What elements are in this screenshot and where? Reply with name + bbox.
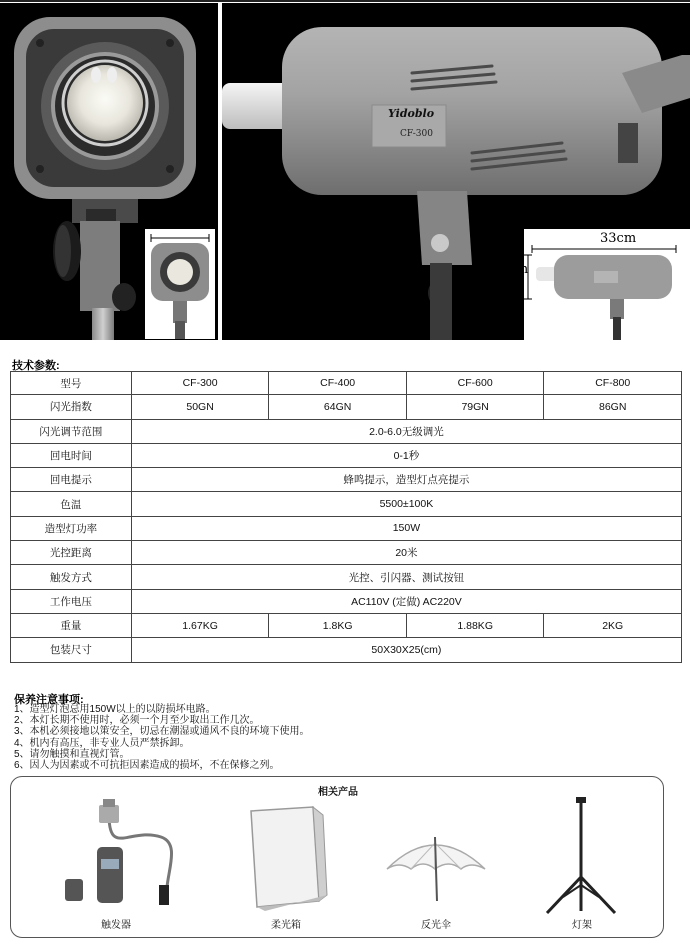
notes-title: 保养注意事项: <box>14 694 84 706</box>
related-product-softbox[interactable] <box>221 797 351 935</box>
trigger-icon <box>51 797 181 915</box>
spec-title: 技术参数: <box>12 360 60 372</box>
model-header: CF-600 <box>407 371 545 395</box>
product-label: 触发器 <box>101 920 131 931</box>
table-cell: 150W <box>132 517 682 541</box>
product-label: 灯架 <box>572 920 592 931</box>
row-label: 工作电压 <box>11 590 132 614</box>
table-cell: 1.8KG <box>269 614 407 638</box>
table-cell: 2KG <box>544 614 682 638</box>
table-row <box>10 420 682 444</box>
row-label: 包装尺寸 <box>11 638 132 662</box>
model-header: CF-400 <box>269 371 407 395</box>
table-cell: 蜂鸣提示，造型灯点亮提示 <box>132 468 682 492</box>
table-row <box>10 565 682 589</box>
related-product-light-stand[interactable] <box>517 797 647 935</box>
table-row <box>10 638 682 662</box>
row-label: 造型灯功率 <box>11 517 132 541</box>
row-label: 型号 <box>11 371 132 395</box>
top-rule <box>0 0 690 2</box>
table-row <box>10 444 682 468</box>
related-product-trigger[interactable] <box>51 797 181 935</box>
table-row <box>10 371 682 395</box>
softbox-icon <box>221 797 351 915</box>
model-label: CF-300 <box>400 129 433 139</box>
side-height-dimension: 14cm <box>492 262 529 277</box>
table-row <box>10 614 682 638</box>
table-cell: AC110V (定做) AC220V <box>132 590 682 614</box>
table-cell: 光控、引闪器、测试按钮 <box>132 565 682 589</box>
table-cell: 2.0-6.0无级调光 <box>132 420 682 444</box>
list-item: 5、请勿触摸和直视灯管。 <box>14 748 130 760</box>
list-item: 1、造型灯泡忌用150W以上的以防损坏电路。 <box>14 704 216 715</box>
model-header: CF-300 <box>132 371 270 395</box>
table-cell: 0-1秒 <box>132 444 682 468</box>
care-notes-list <box>14 704 614 771</box>
table-row <box>10 517 682 541</box>
table-row <box>10 541 682 565</box>
brand-logo: Yidoblo <box>388 107 435 120</box>
product-label: 柔光箱 <box>271 920 301 931</box>
row-label: 回电提示 <box>11 468 132 492</box>
row-label: 光控距离 <box>11 541 132 565</box>
table-cell: 5500±100K <box>132 492 682 516</box>
table-cell: 1.67KG <box>132 614 270 638</box>
table-cell: 79GN <box>407 395 545 419</box>
row-label: 色温 <box>11 492 132 516</box>
umbrella-icon <box>371 797 501 915</box>
list-item: 3、本机必须接地以策安全，切忌在潮湿或通风不良的环境下使用。 <box>14 726 310 738</box>
table-cell: 64GN <box>269 395 407 419</box>
light-stand-icon <box>517 797 647 915</box>
product-label: 反光伞 <box>421 920 451 931</box>
front-view-photo <box>0 3 218 340</box>
table-row <box>10 395 682 419</box>
related-products-panel <box>10 776 664 938</box>
table-cell: 20米 <box>132 541 682 565</box>
list-item: 4、机内有高压，非专业人员严禁拆卸。 <box>14 737 190 749</box>
front-width-dimension: 14cm <box>160 215 197 230</box>
row-label: 闪光调节范围 <box>11 420 132 444</box>
related-products-title: 相关产品 <box>318 787 358 798</box>
spec-table <box>10 371 682 663</box>
row-label: 闪光指数 <box>11 395 132 419</box>
row-label: 重量 <box>11 614 132 638</box>
model-header: CF-800 <box>544 371 682 395</box>
table-row <box>10 590 682 614</box>
table-row <box>10 468 682 492</box>
row-label: 触发方式 <box>11 565 132 589</box>
list-item: 6、因人为因素或不可抗拒因素造成的损坏，不在保修之列。 <box>14 760 280 772</box>
row-label: 回电时间 <box>11 444 132 468</box>
table-cell: 50GN <box>132 395 270 419</box>
table-row <box>10 492 682 516</box>
front-scale-inset <box>145 229 215 339</box>
side-view-photo <box>222 3 690 340</box>
table-cell: 1.88KG <box>407 614 545 638</box>
list-item: 2、本灯长期不使用时，必须一个月至少取出工作几次。 <box>14 715 260 727</box>
table-cell: 86GN <box>544 395 682 419</box>
related-product-umbrella[interactable] <box>371 797 501 935</box>
side-width-dimension: 33cm <box>600 231 637 246</box>
table-cell: 50X30X25(cm) <box>132 638 682 662</box>
